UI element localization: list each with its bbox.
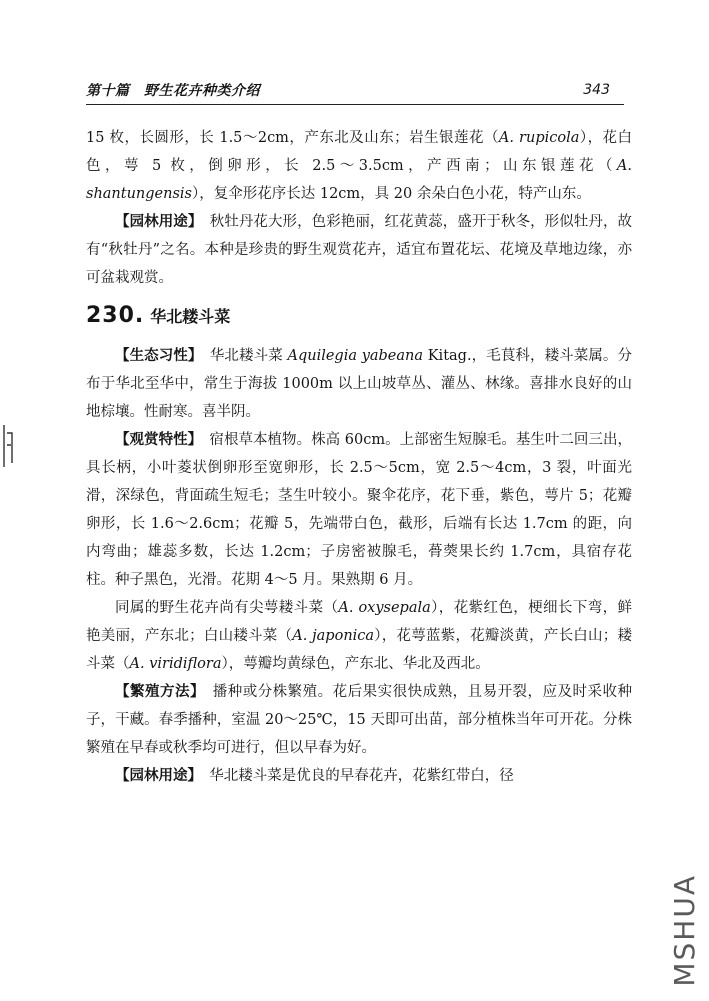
page-number: 343 — [583, 82, 610, 98]
header-rule — [86, 104, 624, 105]
section-number: 230. — [86, 303, 145, 328]
ornamental-paragraph — [86, 426, 632, 594]
related-species-paragraph — [86, 594, 632, 678]
running-header — [86, 80, 626, 104]
text-run: 播种或分株繁殖。花后果实很快成熟，且易开裂，应及时采收种子，干藏。春季播种，室温 20～25℃，15 天即可出苗，部分植株当年可开花。分株繁殖在早春或秋季均可进行，但以早春为好。 — [86, 684, 633, 756]
chapter-title: 第十篇 野生花卉种类介绍 — [86, 83, 260, 99]
propagation-paragraph — [86, 678, 632, 762]
section-tag: 【园林用途】 — [115, 768, 195, 784]
text-run: 15 枚，长圆形，长 1.5～2cm，产东北及山东；岩生银莲花（ — [86, 130, 499, 146]
latin-name: A. shantungensis — [86, 158, 632, 202]
watermark: MSHUA — [668, 874, 701, 987]
continued-paragraph — [86, 124, 632, 208]
text-run: Kitag.，毛茛科，耧斗菜属。分布于华北至华中，常生于海拔 1000m 以上山坡草丛、灌丛、林缘。喜排水良好的山地棕壤。性耐寒。喜半阴。 — [86, 348, 633, 420]
section-tag: 【生态习性】 — [115, 348, 196, 364]
garden-use-paragraph — [86, 208, 632, 292]
text-run: ），花白色，萼 5 枚，倒卵形，长 2.5～3.5cm，产西南；山东银莲花（ — [86, 130, 632, 174]
latin-name: A. japonica — [292, 628, 375, 644]
text-run: 华北耧斗菜是优良的早春花卉，花紫红带白，径 — [194, 768, 514, 784]
section-title: 华北耧斗菜 — [150, 307, 231, 326]
section-tag: 【园林用途】 — [115, 214, 196, 230]
text-run: ），花萼蓝紫，花瓣淡黄，产长白山；耧斗菜（ — [86, 628, 633, 672]
ecology-paragraph — [86, 342, 632, 426]
section-tag: 【观赏特性】 — [115, 432, 195, 448]
text-run: 同属的野生花卉尚有尖萼耧斗菜（ — [115, 600, 339, 616]
section-tag: 【繁殖方法】 — [115, 684, 198, 700]
text-run: 宿根草本植物。株高 60cm。上部密生短腺毛。基生叶二回三出，具长柄，小叶菱状倒卵形至宽卵形，长 2.5～5cm，宽 2.5～4cm，3 裂，叶面光滑，深绿色，背面疏生短毛；茎生叶较小。聚伞花序，花下垂，紫色，萼片 5；花瓣卵形，长 1.6～2.6cm；花瓣 5，先端带白色，截形，后端有长达 1.7cm 的距，向内弯曲；雄蕊多数，长达 1.2cm；子房密被腺毛，蓇葖果长约 1.7cm，具宿存花柱。种子黑色，光滑。花期 4～5 月。果熟期 6 月。 — [86, 432, 633, 588]
text-run: ），萼瓣均黄绿色，产东北、华北及西北。 — [221, 656, 490, 672]
latin-name: A. rupicola — [498, 130, 580, 146]
margin-scan-mark — [2, 423, 14, 471]
section-heading — [86, 302, 632, 332]
text-run: 秋牡丹花大形，色彩艳丽，红花黄蕊，盛开于秋冬，形似牡丹，故有“秋牡丹”之名。本种是珍贵的野生观赏花卉，适宜布置花坛、花境及草地边缘，亦可盆栽观赏。 — [86, 214, 633, 286]
latin-name: Aquilegia yabeana — [287, 348, 424, 364]
text-run: 华北耧斗菜 — [195, 348, 288, 364]
latin-name: A. oxysepala — [338, 600, 431, 616]
latin-name: A. viridiflora — [129, 656, 222, 672]
page-body — [86, 124, 632, 790]
text-run: ），复伞形花序长达 12cm，具 20 余朵白色小花，特产山东。 — [192, 186, 591, 202]
garden-use-paragraph-2 — [86, 762, 632, 790]
text-run: ），花紫红色，梗细长下弯，鲜艳美丽，产东北；白山耧斗菜（ — [86, 600, 632, 644]
